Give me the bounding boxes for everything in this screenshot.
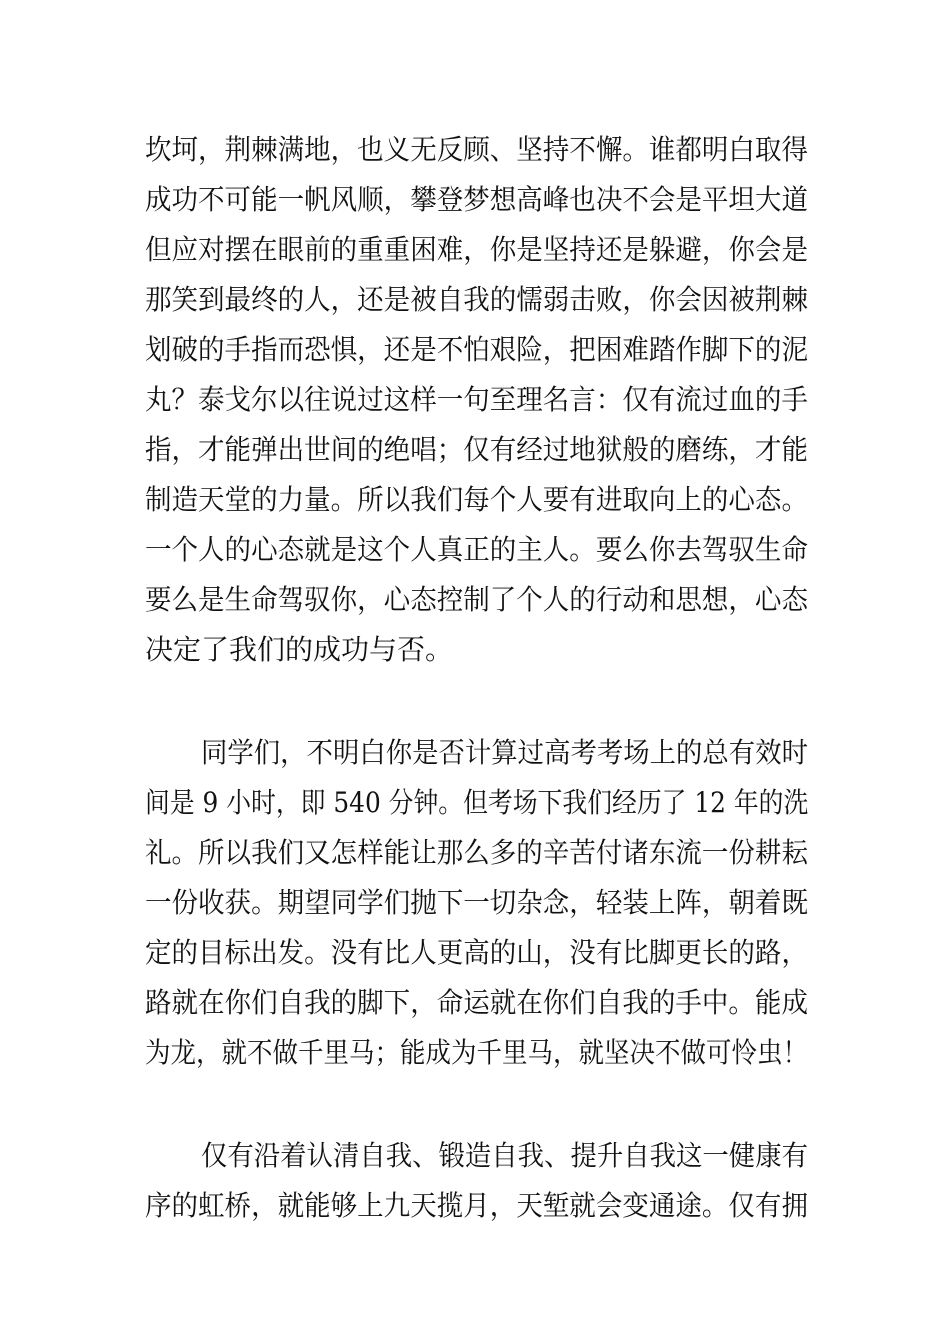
text-line: 礼。所以我们又怎样能让那么多的辛苦付诸东流一份耕耘	[145, 836, 808, 869]
text-line: 决定了我们的成功与否。	[145, 633, 454, 666]
text-line: 一个人的心态就是这个人真正的主人。要么你去驾驭生命	[145, 533, 808, 566]
text-line: 间是 9 小时，即 540 分钟。但考场下我们经历了 12 年的洗	[145, 786, 809, 819]
text-line: 丸？泰戈尔以往说过这样一句至理名言：仅有流过血的手	[145, 383, 808, 416]
text-line: 要么是生命驾驭你，心态控制了个人的行动和思想，心态	[145, 583, 808, 616]
text-line: 仅有沿着认清自我、锻造自我、提升自我这一健康有	[201, 1139, 808, 1172]
text-line: 制造天堂的力量。所以我们每个人要有进取向上的心态。	[145, 483, 808, 516]
text-line: 同学们，不明白你是否计算过高考考场上的总有效时	[201, 736, 808, 769]
text-line: 那笑到最终的人，还是被自我的懦弱击败，你会因被荆棘	[145, 283, 808, 316]
text-line: 路就在你们自我的脚下，命运就在你们自我的手中。能成	[145, 986, 808, 1019]
text-line: 定的目标出发。没有比人更高的山，没有比脚更长的路，	[145, 936, 808, 969]
text-line: 指，才能弹出世间的绝唱；仅有经过地狱般的磨练，才能	[145, 433, 808, 466]
text-line: 坎坷，荆棘满地，也义无反顾、坚持不懈。谁都明白取得	[145, 133, 808, 166]
text-line: 但应对摆在眼前的重重困难，你是坚持还是躲避，你会是	[145, 233, 808, 266]
text-line: 为龙，就不做千里马；能成为千里马，就坚决不做可怜虫！	[145, 1036, 809, 1069]
text-line: 序的虹桥，就能够上九天揽月，天堑就会变通途。仅有拥	[145, 1189, 808, 1222]
text-line: 一份收获。期望同学们抛下一切杂念，轻装上阵，朝着既	[145, 886, 808, 919]
text-line: 划破的手指而恐惧，还是不怕艰险，把困难踏作脚下的泥	[145, 333, 808, 366]
text-line: 成功不可能一帆风顺，攀登梦想高峰也决不会是平坦大道	[145, 183, 808, 216]
